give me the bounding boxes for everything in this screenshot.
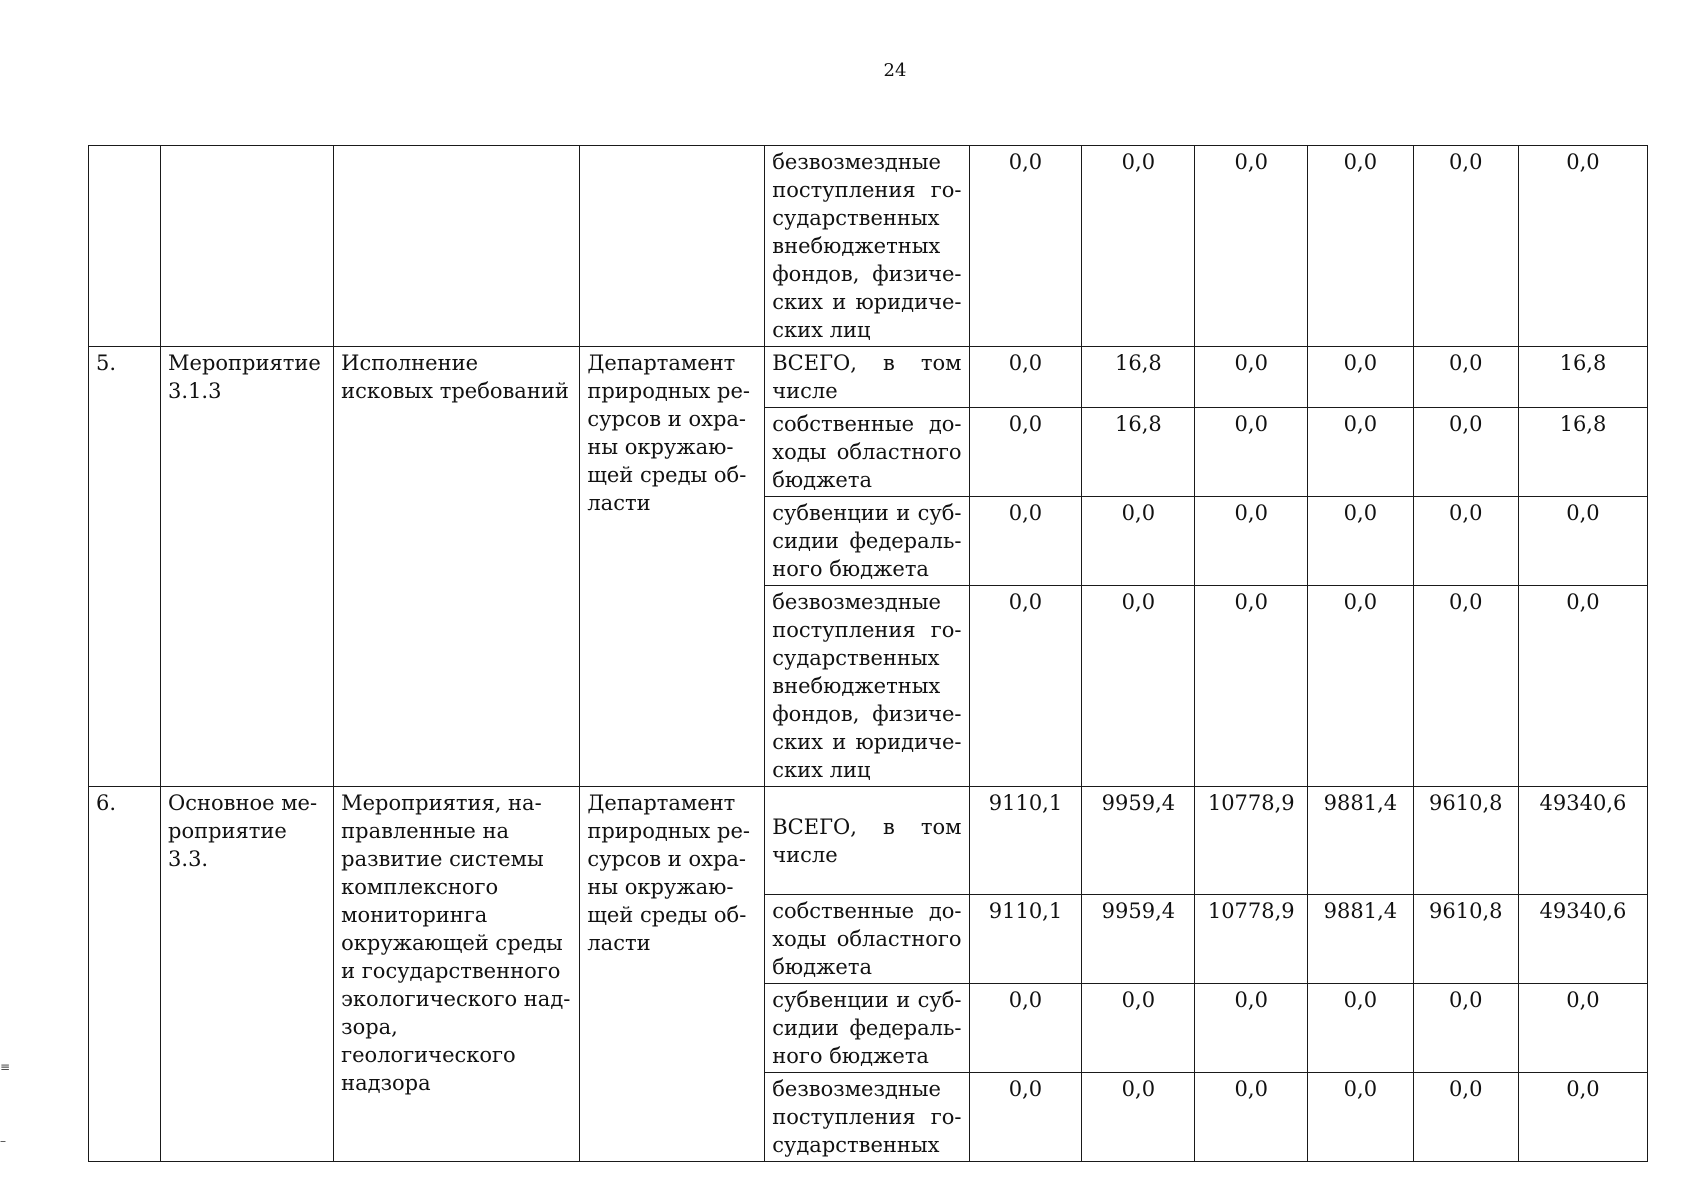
cell-value: 9610,8 (1413, 895, 1518, 984)
cell-value: 9959,4 (1082, 787, 1195, 895)
cell-value: 0,0 (1308, 586, 1413, 787)
cell-funding-source: собственные доходы областного бюджета (765, 895, 969, 984)
cell-funding-source: безвозмездные поступления государственных внебюджетных фондов, физических и юридических лиц (765, 146, 969, 347)
cell-value: 9610,8 (1413, 787, 1518, 895)
margin-mark: – (0, 1134, 6, 1148)
cell-funding-source: собственные доходы областного бюджета (765, 408, 969, 497)
cell-value: 0,0 (969, 408, 1082, 497)
cell-value: 0,0 (1518, 586, 1647, 787)
cell-status: Мероприятие 3.1.3 (161, 347, 334, 787)
cell-value: 0,0 (1413, 984, 1518, 1073)
cell-value: 0,0 (1413, 347, 1518, 408)
cell-value: 0,0 (969, 586, 1082, 787)
cell-value: 9881,4 (1308, 895, 1413, 984)
cell-value: 0,0 (1518, 1073, 1647, 1162)
cell-value: 0,0 (969, 497, 1082, 586)
cell-value: 9959,4 (1082, 895, 1195, 984)
cell-value: 0,0 (1308, 984, 1413, 1073)
margin-mark: ≡ (0, 1060, 11, 1074)
cell-value: 0,0 (1308, 497, 1413, 586)
cell-value: 49340,6 (1518, 787, 1647, 895)
cell-value: 0,0 (1308, 408, 1413, 497)
cell-value: 9110,1 (969, 895, 1082, 984)
cell-number: 5. (89, 347, 161, 787)
cell-value: 0,0 (1082, 146, 1195, 347)
cell-value: 0,0 (1195, 586, 1308, 787)
margin-marks (0, 1060, 10, 1148)
budget-table (88, 145, 1648, 1162)
page-number: 24 (883, 60, 907, 81)
cell-value: 0,0 (1413, 408, 1518, 497)
cell-value: 0,0 (1082, 497, 1195, 586)
cell-value: 16,8 (1082, 408, 1195, 497)
cell-funding-source: безвозмездные поступления государственных внебюджетных фондов, физических и юридических лиц (765, 586, 969, 787)
cell-value: 0,0 (1195, 146, 1308, 347)
cell-funding-source: субвенции и субсидии федерального бюджета (765, 497, 969, 586)
cell-value: 0,0 (1413, 497, 1518, 586)
cell-value: 0,0 (969, 1073, 1082, 1162)
cell-status (161, 146, 334, 347)
cell-name (334, 146, 580, 347)
cell-value: 0,0 (1195, 408, 1308, 497)
cell-value: 0,0 (1082, 1073, 1195, 1162)
cell-value: 0,0 (1195, 984, 1308, 1073)
cell-value: 49340,6 (1518, 895, 1647, 984)
cell-value: 0,0 (1518, 984, 1647, 1073)
cell-funding-source: безвозмездные поступления государственных (765, 1073, 969, 1162)
cell-name: Мероприятия, направленные на развитие системы комплексного мониторинга окружающей среды и государственного экологического надзора, геологического надзора (334, 787, 580, 1162)
cell-funding-source: субвенции и субсидии федерального бюджета (765, 984, 969, 1073)
cell-value: 10778,9 (1195, 787, 1308, 895)
cell-value: 0,0 (1518, 497, 1647, 586)
cell-name: Исполнение исковых требований (334, 347, 580, 787)
cell-value: 0,0 (1082, 586, 1195, 787)
cell-value: 0,0 (1518, 146, 1647, 347)
cell-value: 0,0 (1195, 1073, 1308, 1162)
cell-number: 6. (89, 787, 161, 1162)
cell-executor: Департамент природных ресурсов и охраны окружающей среды области (580, 347, 765, 787)
cell-value: 0,0 (1413, 586, 1518, 787)
cell-value: 0,0 (1413, 146, 1518, 347)
cell-value: 0,0 (969, 347, 1082, 408)
cell-value: 0,0 (1082, 984, 1195, 1073)
cell-number (89, 146, 161, 347)
cell-value: 0,0 (1195, 497, 1308, 586)
cell-value: 0,0 (969, 146, 1082, 347)
cell-value: 0,0 (1195, 347, 1308, 408)
cell-value: 0,0 (1308, 1073, 1413, 1162)
cell-value: 0,0 (1308, 347, 1413, 408)
cell-value: 16,8 (1082, 347, 1195, 408)
cell-funding-source: ВСЕГО, в том числе (765, 787, 969, 895)
cell-value: 0,0 (1413, 1073, 1518, 1162)
cell-value: 9110,1 (969, 787, 1082, 895)
cell-executor: Департамент природных ресурсов и охраны окружающей среды области (580, 787, 765, 1162)
cell-value: 10778,9 (1195, 895, 1308, 984)
table-row (89, 347, 1648, 408)
cell-value: 9881,4 (1308, 787, 1413, 895)
table-row (89, 146, 1648, 347)
table-row (89, 787, 1648, 895)
cell-status: Основное мероприятие 3.3. (161, 787, 334, 1162)
cell-value: 16,8 (1518, 347, 1647, 408)
cell-value: 0,0 (969, 984, 1082, 1073)
cell-funding-source: ВСЕГО, в том числе (765, 347, 969, 408)
cell-value: 16,8 (1518, 408, 1647, 497)
cell-executor (580, 146, 765, 347)
cell-value: 0,0 (1308, 146, 1413, 347)
